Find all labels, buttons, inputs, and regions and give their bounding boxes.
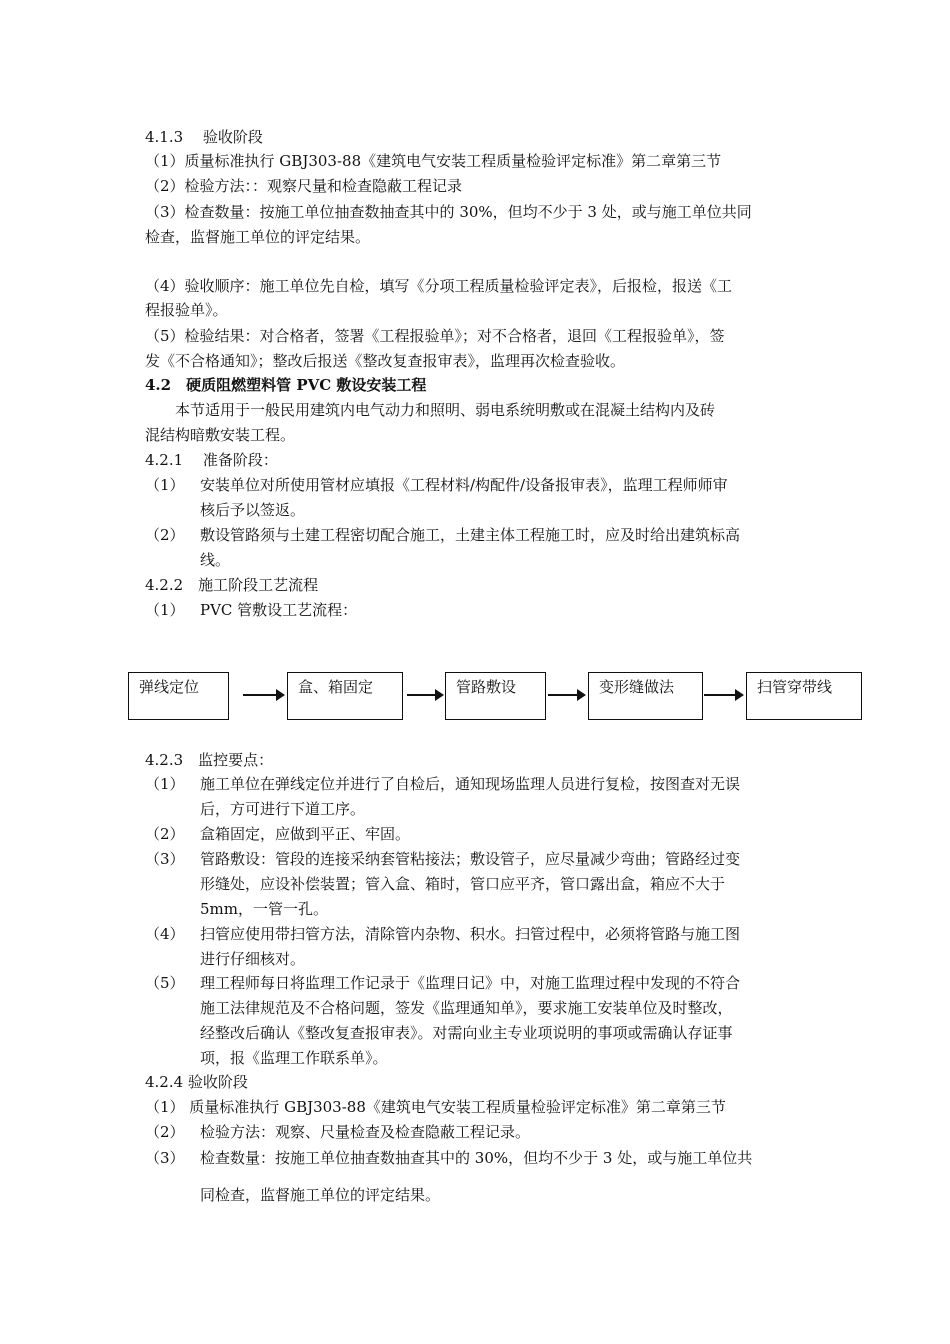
section-heading-4-2-2: 4.2.2 施工阶段工艺流程 (145, 576, 319, 594)
list-number: （1） (145, 775, 185, 793)
paragraph-line: （3）检查数量：按施工单位抽查数抽查其中的 30%，但均不少于 3 处，或与施工单位共同 (145, 203, 752, 221)
list-item-text: 同检查，监督施工单位的评定结果。 (200, 1186, 441, 1204)
list-item-text: 施工法律规范及不合格问题，签发《监理通知单》，要求施工安装单位及时整改， (200, 999, 733, 1017)
paragraph-line: 检查，监督施工单位的评定结果。 (145, 228, 371, 246)
paragraph-line: （1） 质量标准执行 GBJ303-88《建筑电气安装工程质量检验评定标准》第二章第三节 (145, 1098, 726, 1116)
list-number: （2） (145, 526, 185, 544)
list-number: （2） (145, 1123, 185, 1141)
flow-step-pipe-sweeping: 扫管穿带线 (746, 672, 862, 720)
list-item-text: 核后予以签返。 (200, 501, 306, 519)
list-item-text: 敷设管路须与土建工程密切配合施工，土建主体工程施工时，应及时给出建筑标高 (200, 526, 741, 544)
flow-arrow (548, 694, 584, 696)
list-number: （4） (145, 925, 185, 943)
section-heading-4-2-3: 4.2.3 监控要点： (145, 751, 274, 769)
list-number: （5） (145, 974, 185, 992)
list-item-text: 5mm，一管一孔。 (200, 900, 328, 918)
list-item-text: 扫管应使用带扫管方法，清除管内杂物、积水。扫管过程中，必须将管路与施工图 (200, 925, 741, 943)
paragraph-line: 本节适用于一般民用建筑内电气动力和照明、弱电系统明敷或在混凝土结构内及砖 (145, 401, 716, 419)
section-heading-4-2-1: 4.2.1 准备阶段： (145, 451, 278, 469)
list-number: （3） (145, 1149, 185, 1167)
flow-step-box-fixing: 盒、箱固定 (287, 672, 403, 720)
list-item-text: 施工单位在弹线定位并进行了自检后，通知现场监理人员进行复检，按图查对无误 (200, 775, 741, 793)
paragraph-line: 程报验单》。 (145, 301, 228, 319)
flow-step-pipe-laying: 管路敷设 (445, 672, 546, 720)
list-item-text: 安装单位对所使用管材应填报《工程材料/构配件/设备报审表》，监理工程师师审 (200, 476, 728, 494)
section-heading-4-2-4: 4.2.4 验收阶段 (145, 1073, 248, 1091)
section-heading-4-2: 4.2 硬质阻燃塑料管 PVC 敷设安装工程 (145, 376, 427, 394)
flow-step-line-positioning: 弹线定位 (128, 672, 229, 720)
list-number: （1） (145, 601, 185, 619)
flow-arrow (407, 694, 442, 696)
list-item-text: 项，报《监理工作联系单》。 (200, 1049, 388, 1067)
list-item-text: 管路敷设：管段的连接采纳套管粘接法；敷设管子，应尽量减少弯曲；管路经过变 (200, 850, 741, 868)
list-item-text: 检查数量：按施工单位抽查数抽查其中的 30%，但均不少于 3 处，或与施工单位共 (200, 1149, 753, 1167)
list-item-text: PVC 管敷设工艺流程： (200, 601, 358, 619)
paragraph-line: （4）验收顺序：施工单位先自检，填写《分项工程质量检验评定表》，后报检，报送《工 (145, 277, 733, 295)
list-item-text: 经整改后确认《整改复查报审表》。对需向业主专业项说明的事项或需确认存证事 (200, 1024, 733, 1042)
flow-step-deformation-joint: 变形缝做法 (588, 672, 703, 720)
list-number: （2） (145, 825, 185, 843)
paragraph-line: （1）质量标准执行 GBJ303-88《建筑电气安装工程质量检验评定标准》第二章第三节 (145, 152, 722, 170)
list-item-text: 理工程师每日将监理工作记录于《监理日记》中，对施工监理过程中发现的不符合 (200, 974, 741, 992)
list-item-text: 后，方可进行下道工序。 (200, 800, 366, 818)
list-item-text: 进行仔细核对。 (200, 950, 306, 968)
list-item-text: 盒箱固定，应做到平正、牢固。 (200, 825, 411, 843)
flow-arrow (243, 694, 283, 696)
list-item-text: 检验方法：观察、尺量检查及检查隐蔽工程记录。 (200, 1123, 531, 1141)
list-item-text: 形缝处，应设补偿装置；管入盒、箱时，管口应平齐，管口露出盒，箱应不大于 (200, 875, 726, 893)
paragraph-line: （5）检验结果：对合格者，签署《工程报验单》；对不合格者，退回《工程报验单》，签 (145, 327, 725, 345)
paragraph-line: 发《不合格通知》；整改后报送《整改复查报审表》，监理再次检查验收。 (145, 352, 626, 370)
paragraph-line: （2）检验方法：：观察尺量和检查隐蔽工程记录 (145, 177, 463, 195)
paragraph-line: 混结构暗敷安装工程。 (145, 426, 296, 444)
list-item-text: 线。 (200, 551, 231, 569)
section-heading-4-1-3: 4.1.3 验收阶段 (145, 128, 263, 146)
list-number: （1） (145, 476, 185, 494)
flow-arrow (704, 694, 742, 696)
list-number: （3） (145, 850, 185, 868)
